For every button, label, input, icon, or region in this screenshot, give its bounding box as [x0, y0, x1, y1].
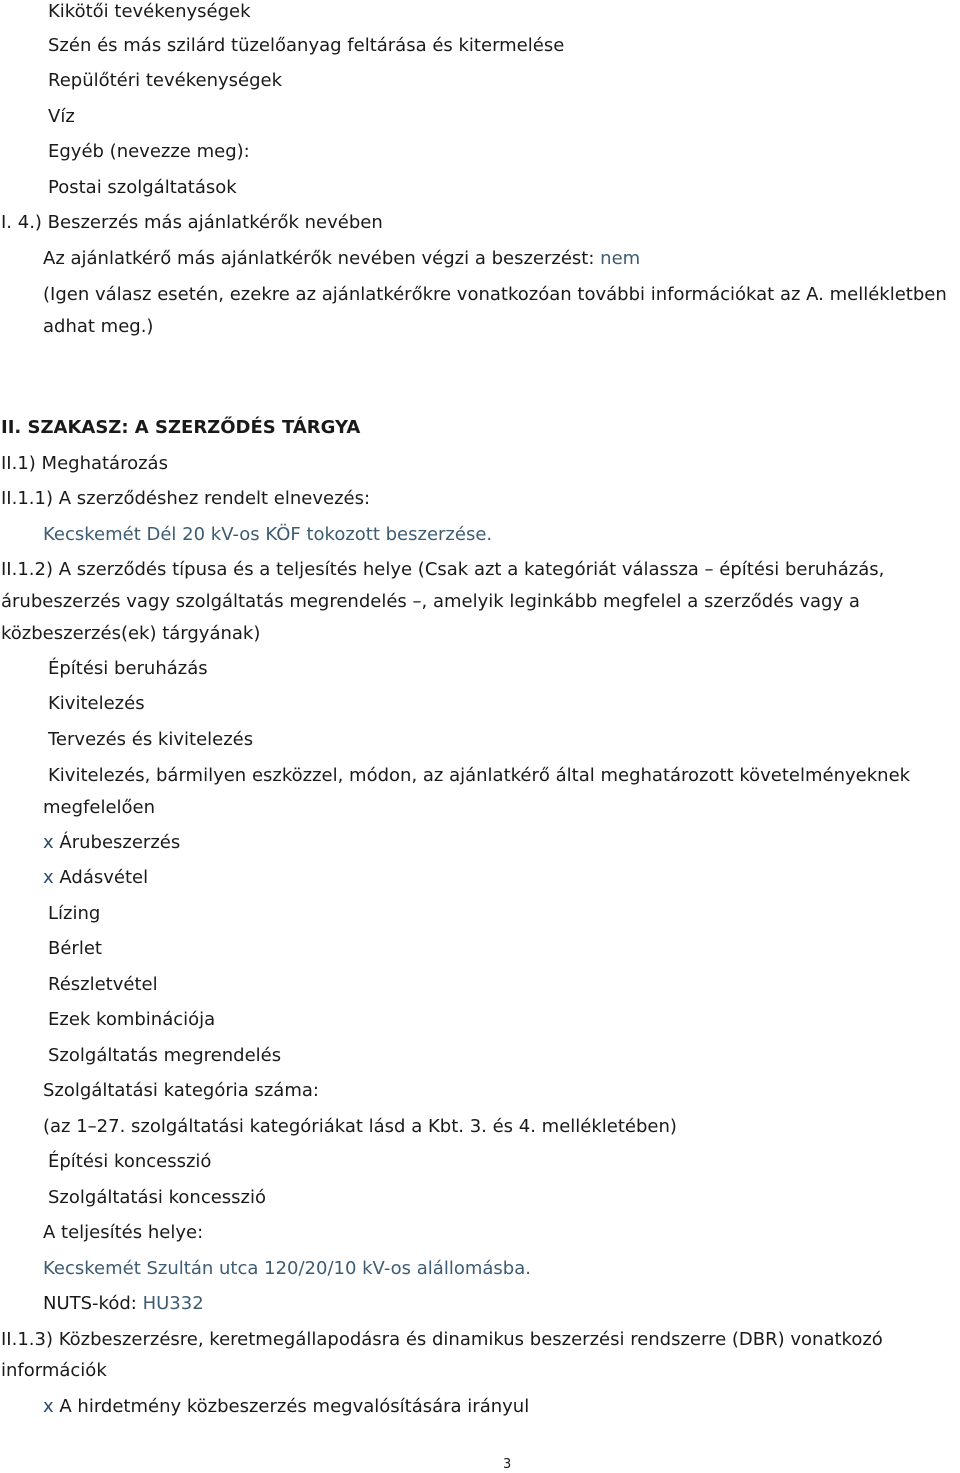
nuts-code-line	[43, 1293, 204, 1315]
option-arubeszerzes-label: Árubeszerzés	[59, 832, 181, 853]
option-berlet: Bérlet	[48, 938, 102, 959]
subsection-heading-ii13-cont: információk	[1, 1360, 107, 1381]
option-kombinacio: Ezek kombinációja	[48, 1009, 216, 1030]
subsection-heading-ii12-cont1: árubeszerzés vagy szolgáltatás megrendelés –, amelyik leginkább megfelel a szerződés vagy a	[1, 591, 860, 612]
option-epitesi-koncesszio: Építési koncesszió	[48, 1151, 212, 1172]
section-heading-i4: I. 4.) Beszerzés más ajánlatkérők nevében	[1, 212, 383, 233]
subsection-heading-ii12-cont2: közbeszerzés(ek) tárgyának)	[1, 623, 261, 644]
joint-procurement-note: (Igen válasz esetén, ezekre az ajánlatkérőkre vonatkozóan további információkat az A. mellékletben	[43, 284, 947, 305]
option-szen: Szén és más szilárd tüzelőanyag feltárása és kitermelése	[48, 35, 565, 56]
joint-procurement-note-cont: adhat meg.)	[43, 316, 154, 337]
option-kivitelezes-barmilyen-cont: megfelelően	[43, 797, 156, 818]
option-lizing: Lízing	[48, 903, 101, 924]
option-kivitelezes: Kivitelezés	[48, 693, 145, 714]
option-repuloteri: Repülőtéri tevékenységek	[48, 70, 283, 91]
option-szolgaltatas-megrendeles: Szolgáltatás megrendelés	[48, 1045, 282, 1066]
option-adasvetel	[43, 867, 148, 889]
subsection-heading-ii11: II.1.1) A szerződéshez rendelt elnevezés:	[1, 488, 371, 509]
place-of-performance-label: A teljesítés helye:	[43, 1222, 204, 1243]
checked-mark: x	[43, 867, 54, 888]
nuts-code-value: HU332	[142, 1293, 204, 1314]
option-tervezes-kivitelezes: Tervezés és kivitelezés	[48, 729, 254, 750]
contract-title-value: Kecskemét Dél 20 kV-os KÖF tokozott beszerzése.	[43, 524, 493, 545]
option-arubeszerzes	[43, 832, 180, 854]
option-epitesi-beruhazas: Építési beruházás	[48, 658, 208, 679]
option-kivitelezes-barmilyen: Kivitelezés, bármilyen eszközzel, módon, az ajánlatkérő által meghatározott követelményeknek	[48, 765, 911, 786]
option-egyeb: Egyéb (nevezze meg):	[48, 141, 250, 162]
service-category-note: (az 1–27. szolgáltatási kategóriákat lásd a Kbt. 3. és 4. mellékletében)	[43, 1116, 677, 1137]
option-adasvetel-label: Adásvétel	[59, 867, 149, 888]
option-reszletvetel: Részletvétel	[48, 974, 158, 995]
page-number: 3	[503, 1457, 512, 1472]
joint-procurement-line	[43, 248, 640, 270]
subsection-heading-ii1: II.1) Meghatározás	[1, 453, 168, 474]
option-hirdetmeny	[43, 1396, 529, 1418]
option-kikotoi: Kikötői tevékenységek	[48, 1, 251, 22]
nuts-code-label: NUTS-kód:	[43, 1293, 137, 1314]
option-hirdetmeny-label: A hirdetmény közbeszerzés megvalósítására irányul	[59, 1396, 530, 1417]
service-category-label: Szolgáltatási kategória száma:	[43, 1080, 319, 1101]
option-szolgaltatasi-koncesszio: Szolgáltatási koncesszió	[48, 1187, 267, 1208]
joint-procurement-value: nem	[600, 248, 641, 269]
option-postai: Postai szolgáltatások	[48, 177, 237, 198]
subsection-heading-ii12: II.1.2) A szerződés típusa és a teljesítés helye (Csak azt a kategóriát válassza – építési beruházás,	[1, 559, 885, 580]
checked-mark: x	[43, 1396, 54, 1417]
checked-mark: x	[43, 832, 54, 853]
option-viz: Víz	[48, 106, 75, 127]
section-heading-ii: II. SZAKASZ: A SZERZŐDÉS TÁRGYA	[1, 417, 361, 438]
joint-procurement-label: Az ajánlatkérő más ajánlatkérők nevében végzi a beszerzést:	[43, 248, 595, 269]
place-of-performance-value: Kecskemét Szultán utca 120/20/10 kV-os alállomásba.	[43, 1258, 531, 1279]
subsection-heading-ii13: II.1.3) Közbeszerzésre, keretmegállapodásra és dinamikus beszerzési rendszerre (DBR) vonatkozó	[1, 1329, 883, 1350]
